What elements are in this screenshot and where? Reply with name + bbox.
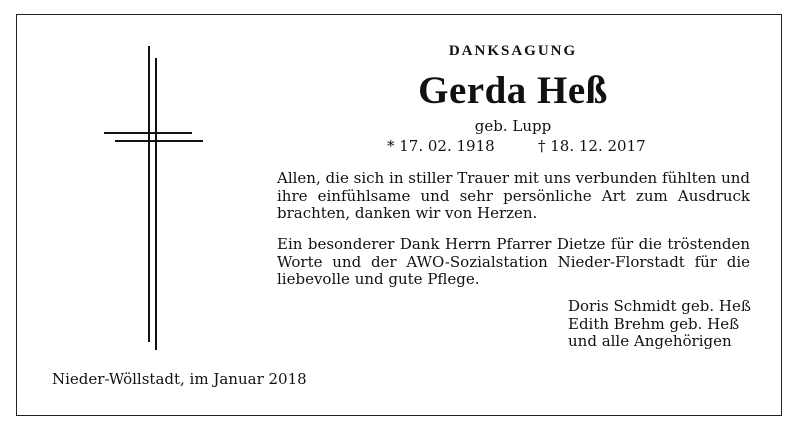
signature-line: Doris Schmidt geb. Heß <box>568 297 751 315</box>
birth-date: * 17. 02. 1918 <box>387 137 495 155</box>
cross-horizontal-line-2 <box>115 140 203 142</box>
notice-heading: DANKSAGUNG <box>448 43 578 59</box>
cross-horizontal-line-1 <box>104 132 192 134</box>
special-thanks-paragraph: Ein besonderer Dank Herrn Pfarrer Dietze für die tröstenden Worte und der AWO-Sozialstation Nieder-Florstadt für die liebevolle und gute Pflege. <box>277 235 750 288</box>
signature-line: Edith Brehm geb. Heß <box>568 314 740 333</box>
place-and-date: Nieder-Wöllstadt, im Januar 2018 <box>52 370 307 388</box>
death-date: † 18. 12. 2017 <box>538 137 646 155</box>
cross-vertical-line-2 <box>155 58 157 350</box>
signatures-block <box>568 298 751 351</box>
maiden-name: geb. Lupp <box>474 117 552 135</box>
signature-line: und alle Angehörigen <box>568 332 732 350</box>
thanks-paragraph: Allen, die sich in stiller Trauer mit uns verbunden fühlten und ihre einfühlsame und sehr persönliche Art zum Ausdruck brachten, danken wir von Herzen. <box>277 169 750 222</box>
deceased-name: Gerda Heß <box>418 69 608 112</box>
cross-vertical-line-1 <box>148 46 150 342</box>
